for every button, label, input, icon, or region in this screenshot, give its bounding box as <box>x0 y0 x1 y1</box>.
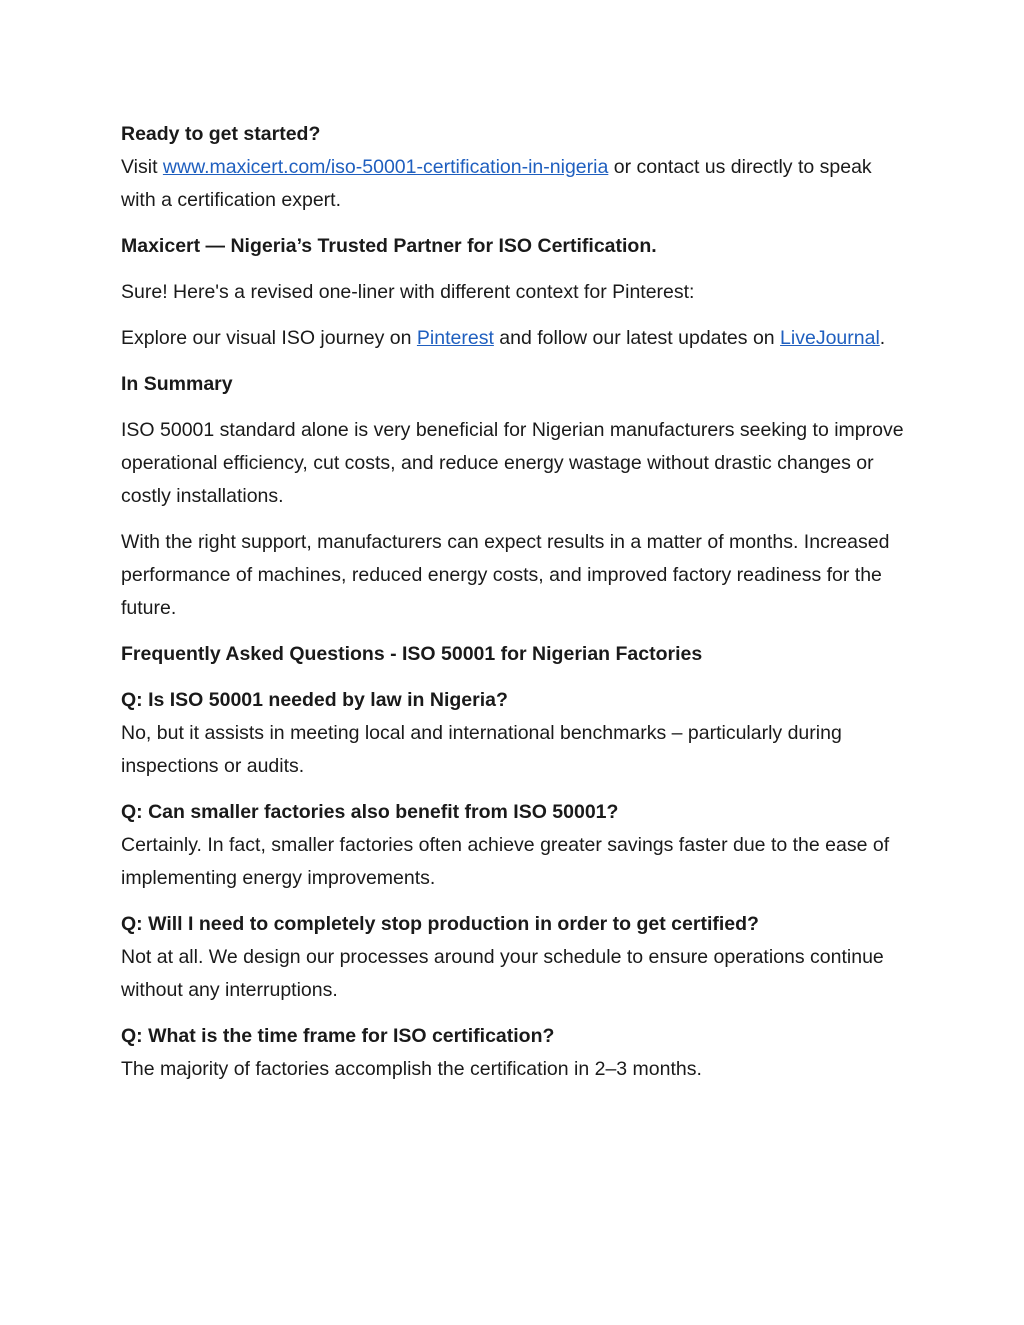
faq-question: Q: Can smaller factories also benefit from ISO 50001? <box>121 801 619 823</box>
pinterest-note: Sure! Here's a revised one-liner with different context for Pinterest: <box>121 281 695 303</box>
faq-heading: Frequently Asked Questions - ISO 50001 for Nigerian Factories <box>121 643 703 665</box>
intro-text <box>121 151 911 217</box>
faq-answer: The majority of factories accomplish the certification in 2–3 months. <box>121 1058 702 1080</box>
explore-prefix: Explore our visual ISO journey on <box>121 327 417 349</box>
tagline: Maxicert — Nigeria’s Trusted Partner for ISO Certification. <box>121 235 657 257</box>
document-content <box>121 118 911 1086</box>
faq-question: Q: Is ISO 50001 needed by law in Nigeria? <box>121 689 508 711</box>
summary-paragraph-2: With the right support, manufacturers can expect results in a matter of months. Increased performance of machines, reduced energy costs, and improved factory readiness for the future. <box>121 531 890 619</box>
intro-heading: Ready to get started? <box>121 123 321 145</box>
visit-prefix: Visit <box>121 156 163 178</box>
intro-section <box>121 118 911 217</box>
summary-paragraph-1: ISO 50001 standard alone is very beneficial for Nigerian manufacturers seeking to improve operational efficiency, cut costs, and reduce energy wastage without drastic changes or costly installations. <box>121 419 904 507</box>
faq-answer: No, but it assists in meeting local and international benchmarks – particularly during inspections or audits. <box>121 722 842 777</box>
explore-middle: and follow our latest updates on <box>493 327 781 349</box>
maxicert-link[interactable]: www.maxicert.com/iso-50001-certification-in-nigeria <box>162 156 609 178</box>
explore-paragraph <box>121 322 911 355</box>
visit-suffix: or contact us directly to speak with a certification expert. <box>121 156 872 211</box>
pinterest-link[interactable]: Pinterest <box>416 327 494 349</box>
faq-item <box>121 908 911 1007</box>
faq-item <box>121 684 911 783</box>
faq-question: Q: What is the time frame for ISO certification? <box>121 1025 555 1047</box>
summary-heading: In Summary <box>121 373 233 395</box>
faq-item <box>121 796 911 895</box>
explore-suffix: . <box>879 327 886 349</box>
livejournal-link[interactable]: LiveJournal <box>780 327 880 349</box>
faq-answer: Certainly. In fact, smaller factories often achieve greater savings faster due to the ease of implementing energy improvements. <box>121 834 890 889</box>
faq-answer: Not at all. We design our processes around your schedule to ensure operations continue without any interruptions. <box>121 946 884 1001</box>
faq-item <box>121 1020 911 1086</box>
faq-question: Q: Will I need to completely stop production in order to get certified? <box>121 913 759 935</box>
